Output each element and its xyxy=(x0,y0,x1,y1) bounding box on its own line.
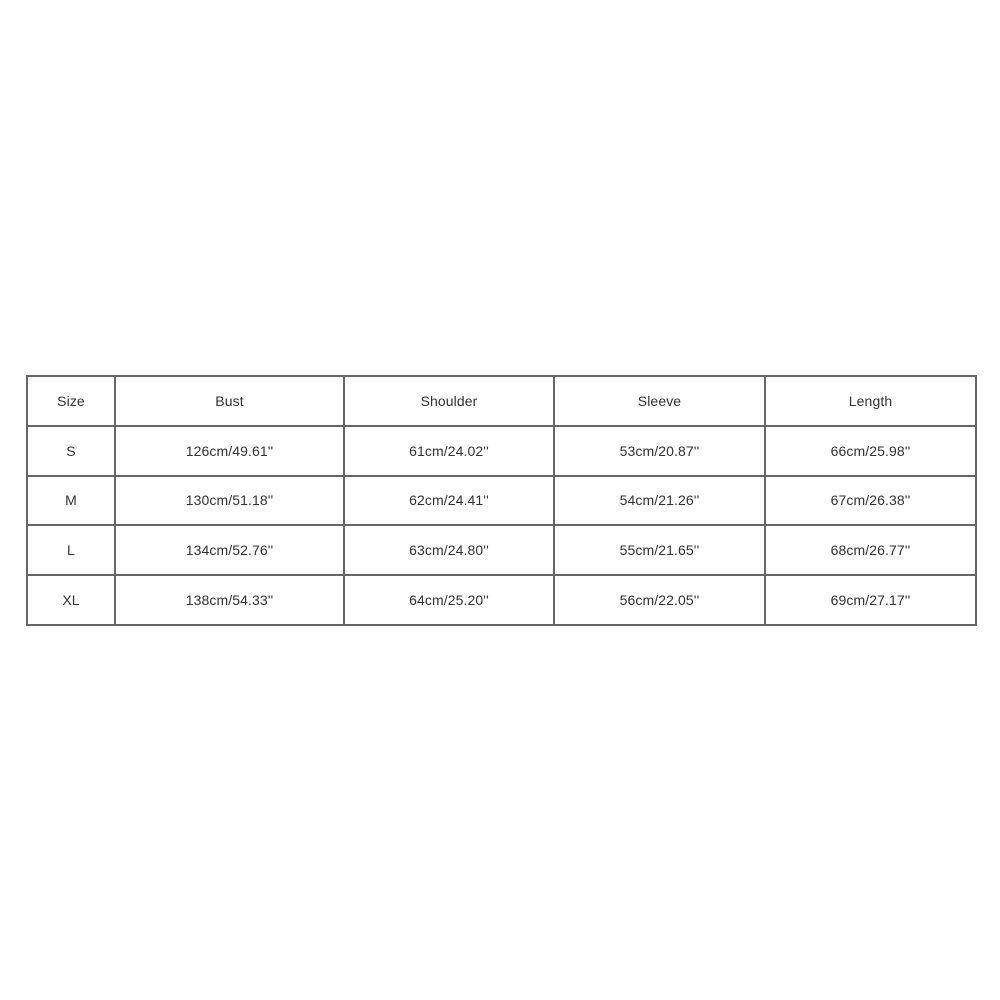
table-header-row xyxy=(27,376,976,426)
cell-length: 68cm/26.77'' xyxy=(765,525,976,575)
cell-size: S xyxy=(27,426,115,476)
cell-size: XL xyxy=(27,575,115,625)
cell-bust: 138cm/54.33'' xyxy=(115,575,344,625)
table-row xyxy=(27,525,976,575)
cell-size: L xyxy=(27,525,115,575)
cell-bust: 130cm/51.18'' xyxy=(115,476,344,526)
cell-shoulder: 63cm/24.80'' xyxy=(344,525,554,575)
cell-bust: 134cm/52.76'' xyxy=(115,525,344,575)
table-row xyxy=(27,476,976,526)
cell-sleeve: 54cm/21.26'' xyxy=(554,476,765,526)
header-shoulder: Shoulder xyxy=(344,376,554,426)
header-bust: Bust xyxy=(115,376,344,426)
cell-bust: 126cm/49.61'' xyxy=(115,426,344,476)
header-size: Size xyxy=(27,376,115,426)
cell-sleeve: 53cm/20.87'' xyxy=(554,426,765,476)
cell-sleeve: 55cm/21.65'' xyxy=(554,525,765,575)
cell-sleeve: 56cm/22.05'' xyxy=(554,575,765,625)
header-sleeve: Sleeve xyxy=(554,376,765,426)
cell-shoulder: 61cm/24.02'' xyxy=(344,426,554,476)
table-row xyxy=(27,426,976,476)
table-row xyxy=(27,575,976,625)
header-length: Length xyxy=(765,376,976,426)
cell-shoulder: 64cm/25.20'' xyxy=(344,575,554,625)
cell-length: 66cm/25.98'' xyxy=(765,426,976,476)
size-chart-table xyxy=(26,375,977,626)
cell-size: M xyxy=(27,476,115,526)
cell-shoulder: 62cm/24.41'' xyxy=(344,476,554,526)
cell-length: 67cm/26.38'' xyxy=(765,476,976,526)
cell-length: 69cm/27.17'' xyxy=(765,575,976,625)
